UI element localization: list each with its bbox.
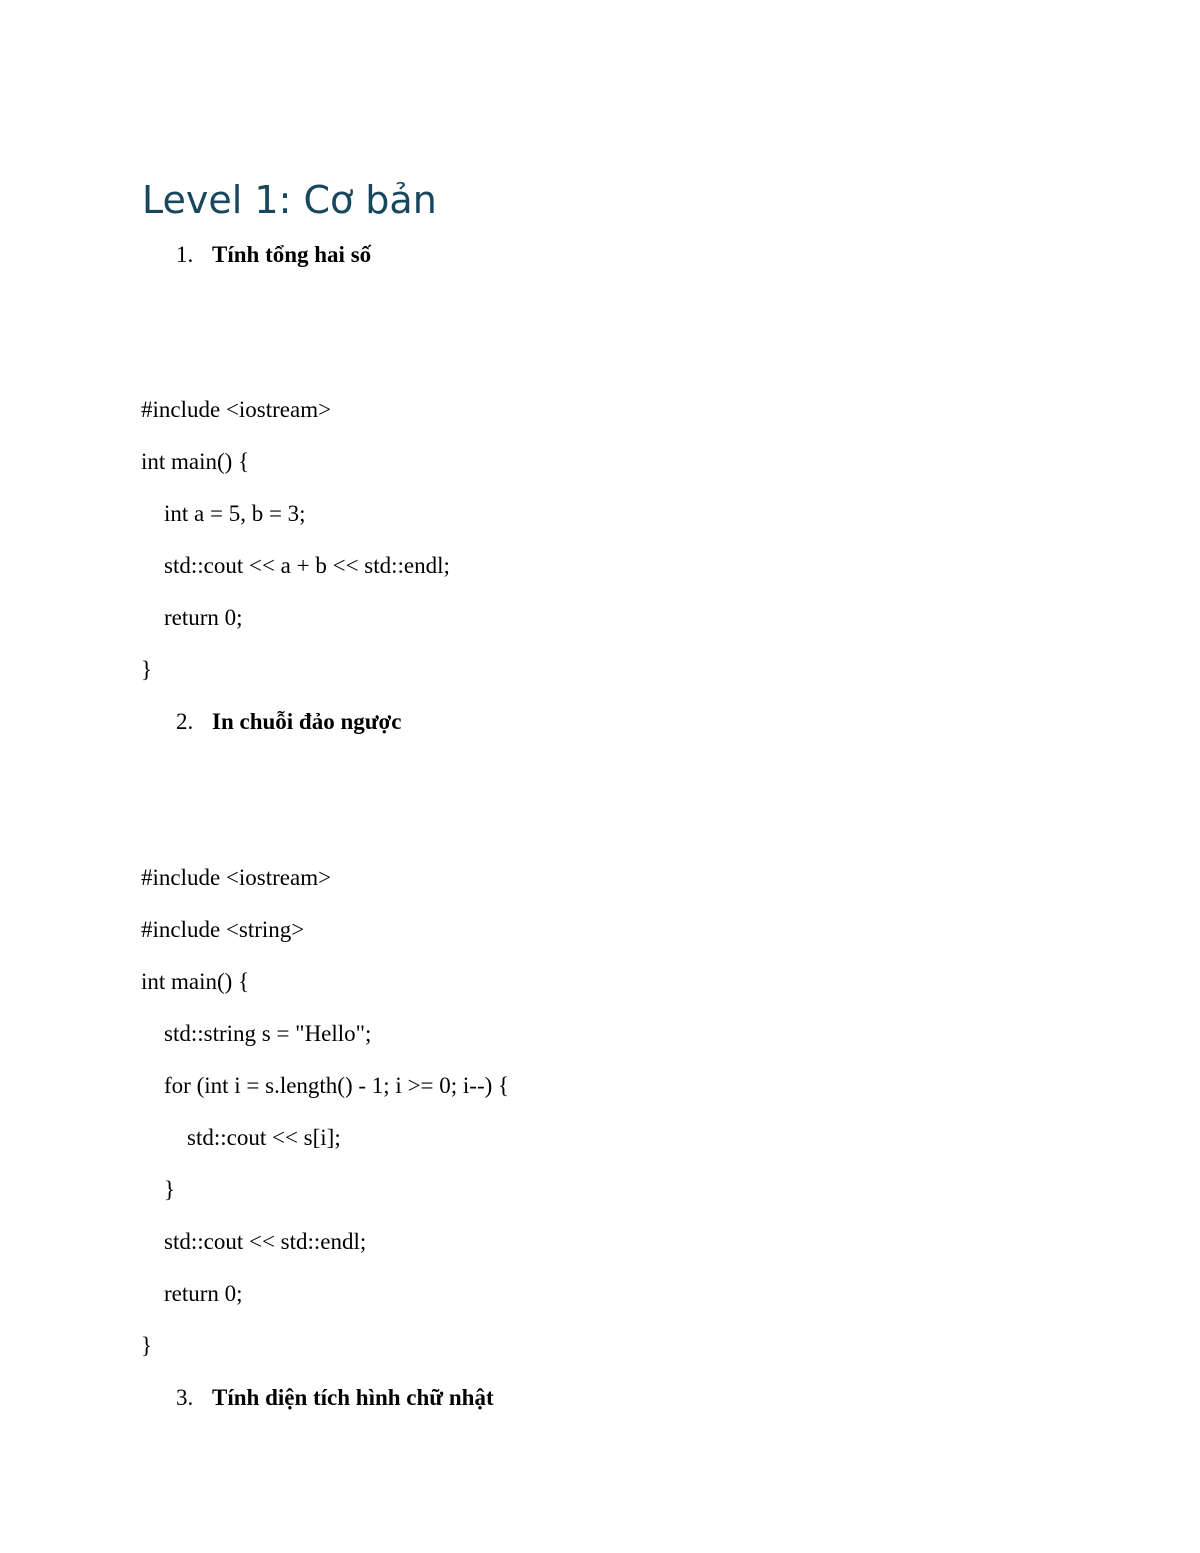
code-line: #include <string> (141, 917, 305, 942)
section-3-title: Tính diện tích hình chữ nhật (212, 1385, 494, 1410)
section-2-title: In chuỗi đảo ngược (212, 709, 402, 734)
code-line: } (141, 1333, 153, 1358)
code-line: #include <iostream> (141, 397, 332, 422)
section-2-heading (176, 707, 402, 737)
section-1-heading (176, 240, 371, 270)
code-line: int main() { (141, 449, 250, 474)
section-3-number: 3. (176, 1385, 194, 1410)
code-line: } (141, 657, 153, 682)
code-line: std::string s = "Hello"; (141, 1021, 372, 1046)
code-line: int a = 5, b = 3; (141, 501, 306, 526)
code-line: } (141, 1177, 176, 1202)
code-line: std::cout << a + b << std::endl; (141, 553, 450, 578)
code-block-1 (141, 395, 450, 707)
code-line: return 0; (141, 605, 243, 630)
code-line: for (int i = s.length() - 1; i >= 0; i--) { (141, 1073, 510, 1098)
code-line: return 0; (141, 1281, 243, 1306)
section-1-number: 1. (176, 242, 194, 267)
section-3-heading (176, 1383, 494, 1413)
section-2-number: 2. (176, 709, 194, 734)
code-line: std::cout << std::endl; (141, 1229, 367, 1254)
code-line: int main() { (141, 969, 250, 994)
code-line: std::cout << s[i]; (141, 1125, 341, 1150)
code-line: #include <iostream> (141, 865, 332, 890)
page-title: Level 1: Cơ bản (142, 178, 437, 222)
section-1-title: Tính tổng hai số (212, 242, 372, 267)
code-block-2 (141, 863, 509, 1383)
